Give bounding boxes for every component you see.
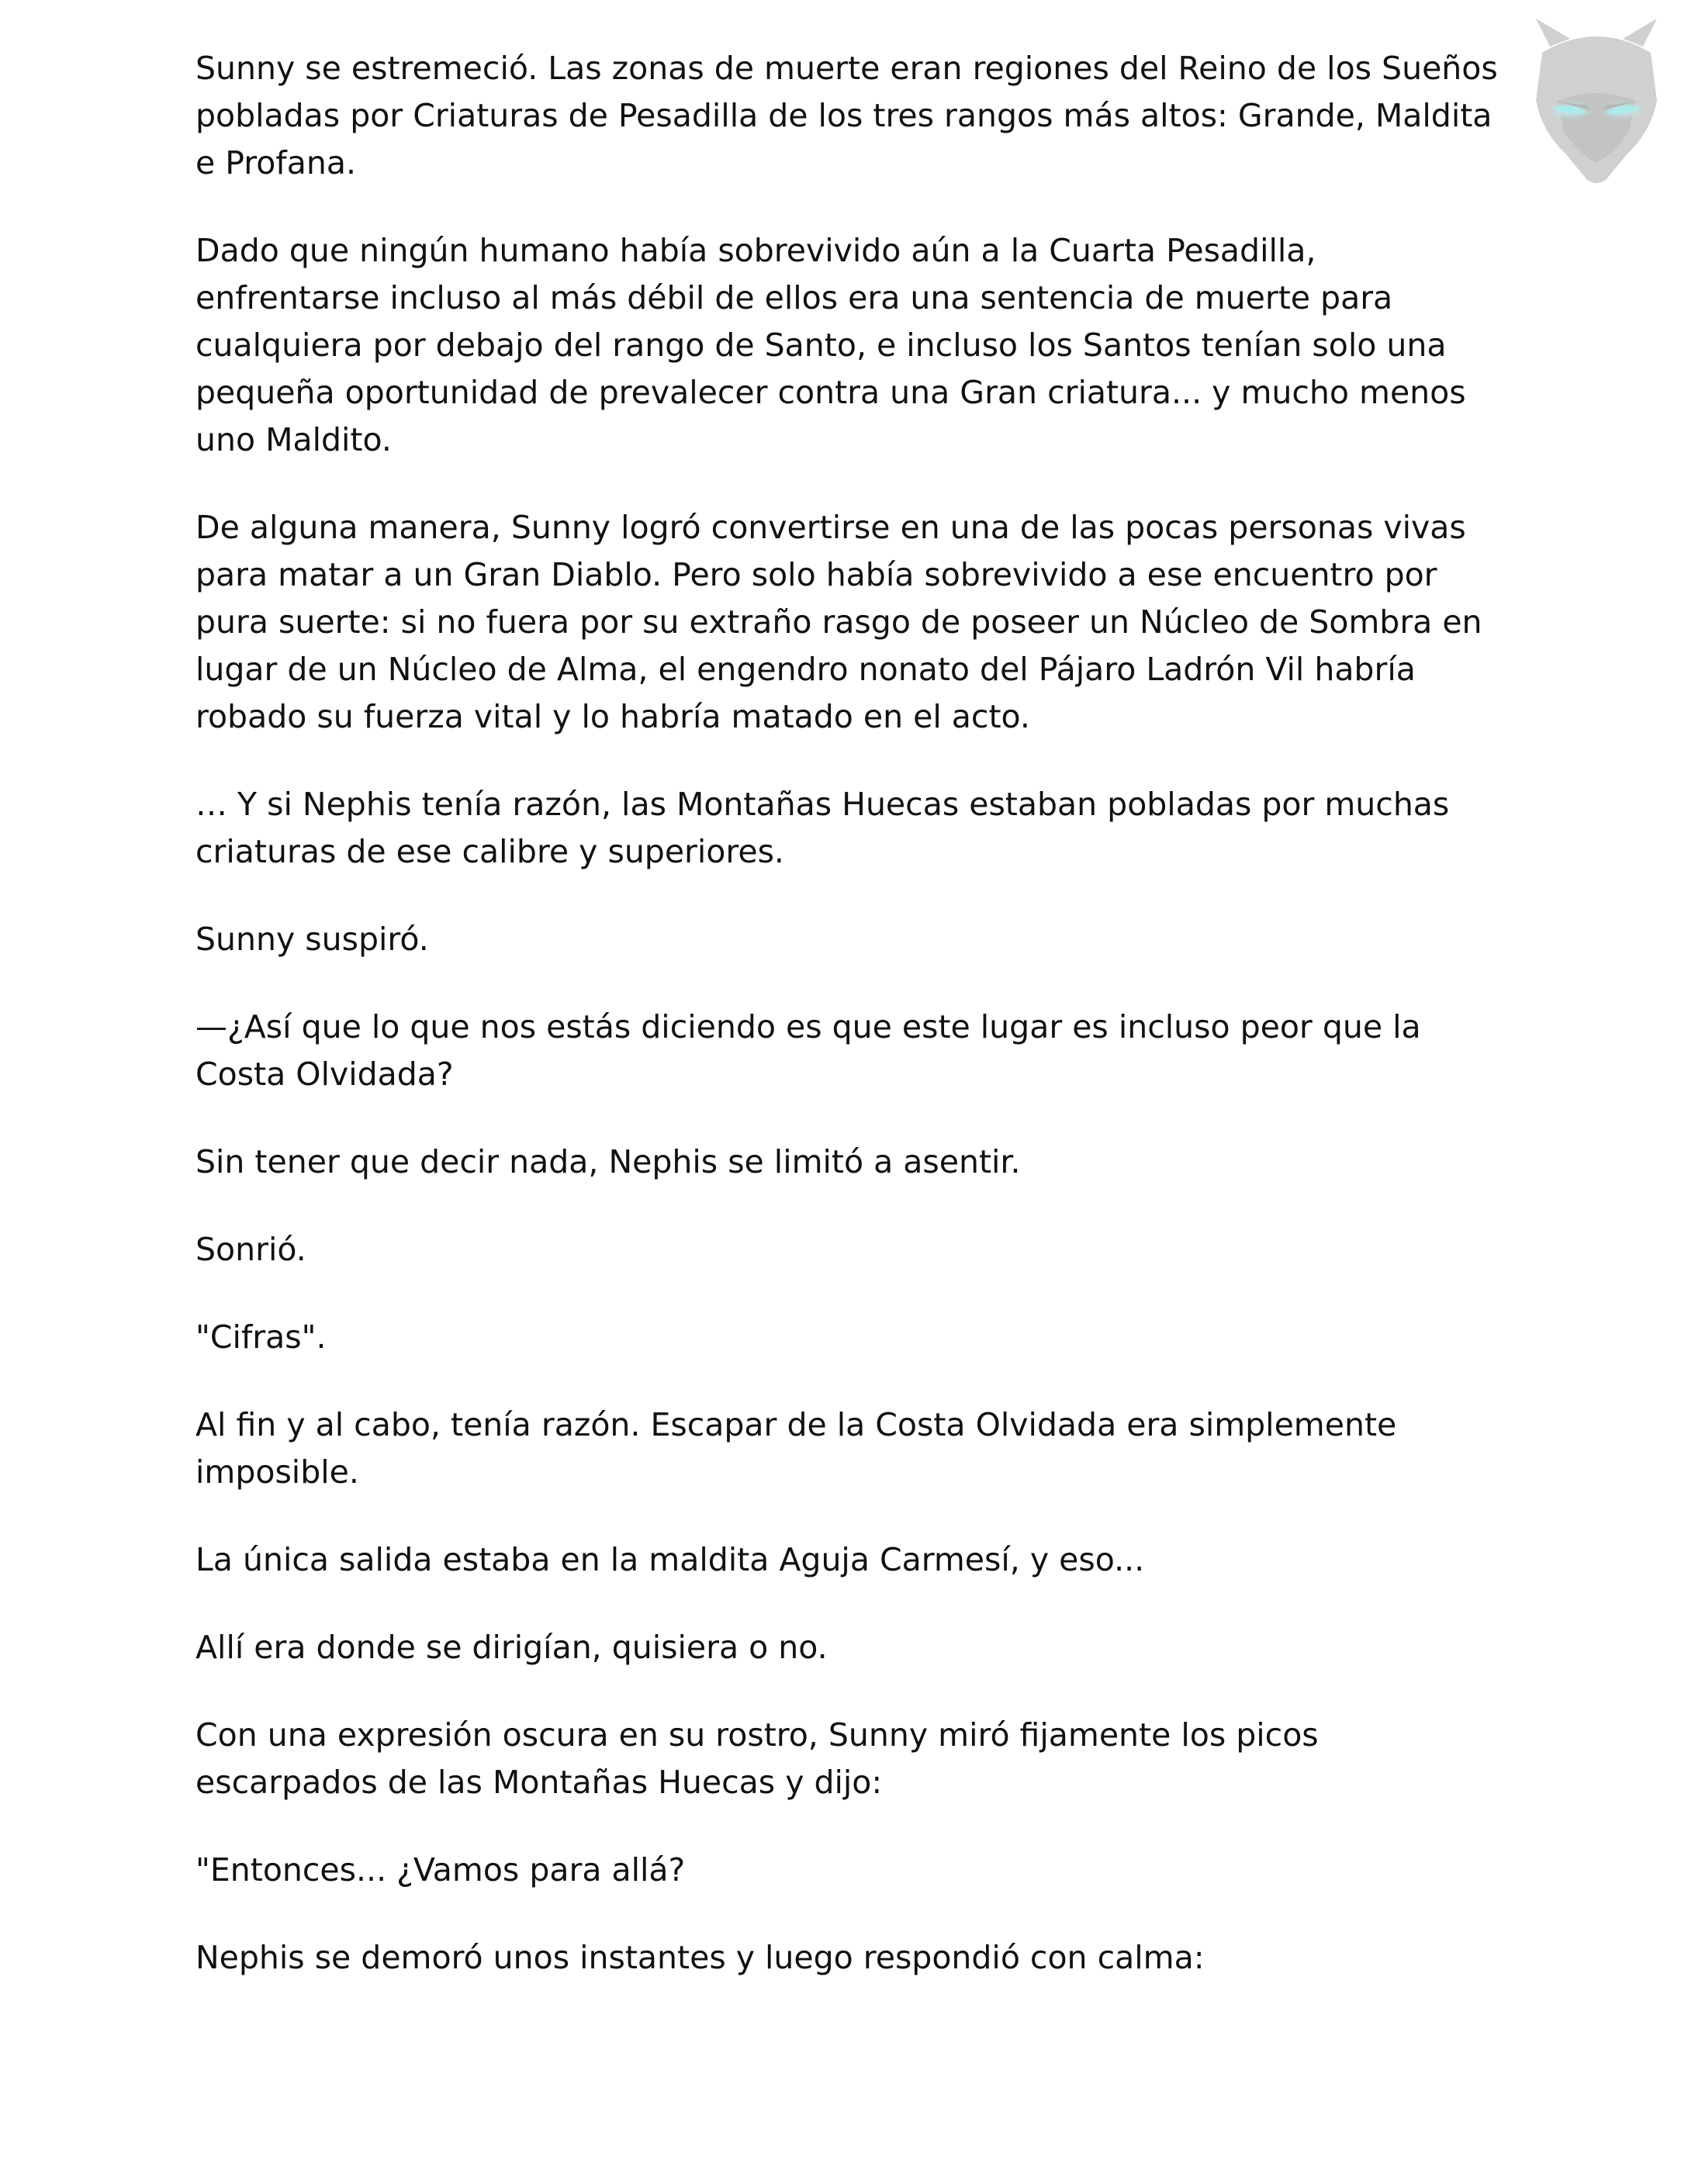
paragraph: De alguna manera, Sunny logró convertirse en una de las pocas personas vivas para matar a un Gran Diablo. Pero solo había sobrevivido a ese encuentro por pura suerte: si no fuera por su extraño rasgo de poseer un Núcleo de Sombra en lugar de un Núcleo de Alma, el engendro nonato del Pájaro Ladrón Vil habría robado su fuerza vital y lo habría matado en el acto. — [195, 509, 1482, 735]
paragraph: Sonrió. — [195, 1231, 306, 1268]
paragraph: Allí era donde se dirigían, quisiera o no. — [195, 1629, 828, 1666]
demon-head-icon — [1519, 16, 1674, 186]
paragraph: Sin tener que decir nada, Nephis se limitó a asentir. — [195, 1143, 1021, 1180]
text-body — [195, 45, 1499, 2022]
paragraph: Sunny se estremeció. Las zonas de muerte eran regiones del Reino de los Sueños pobladas por Criaturas de Pesadilla de los tres rangos más altos: Grande, Maldita e Profana. — [195, 50, 1498, 181]
paragraph: "Cifras". — [195, 1318, 327, 1356]
paragraph: "Entonces... ¿Vamos para allá? — [195, 1851, 686, 1889]
paragraph: Con una expresión oscura en su rostro, Sunny miró fijamente los picos escarpados de las Montañas Huecas y dijo: — [195, 1716, 1319, 1801]
paragraph: Dado que ningún humano había sobrevivido aún a la Cuarta Pesadilla, enfrentarse incluso al más débil de ellos era una sentencia de muerte para cualquiera por debajo del rango de Santo, e incluso los Santos tenían solo una pequeña oportunidad de prevalecer contra una Gran criatura... y mucho menos uno Maldito. — [195, 232, 1466, 458]
paragraph: Al fin y al cabo, tenía razón. Escapar de la Costa Olvidada era simplemente imposible. — [195, 1406, 1397, 1491]
paragraph: … Y si Nephis tenía razón, las Montañas Huecas estaban pobladas por muchas criaturas de ese calibre y superiores. — [195, 786, 1450, 870]
paragraph: La única salida estaba en la maldita Aguja Carmesí, y eso... — [195, 1541, 1145, 1578]
paragraph: Sunny suspiró. — [195, 921, 429, 958]
paragraph: Nephis se demoró unos instantes y luego respondió con calma: — [195, 1939, 1205, 1976]
paragraph: —¿Así que lo que nos estás diciendo es que este lugar es incluso peor que la Costa Olvidada? — [195, 1008, 1421, 1093]
